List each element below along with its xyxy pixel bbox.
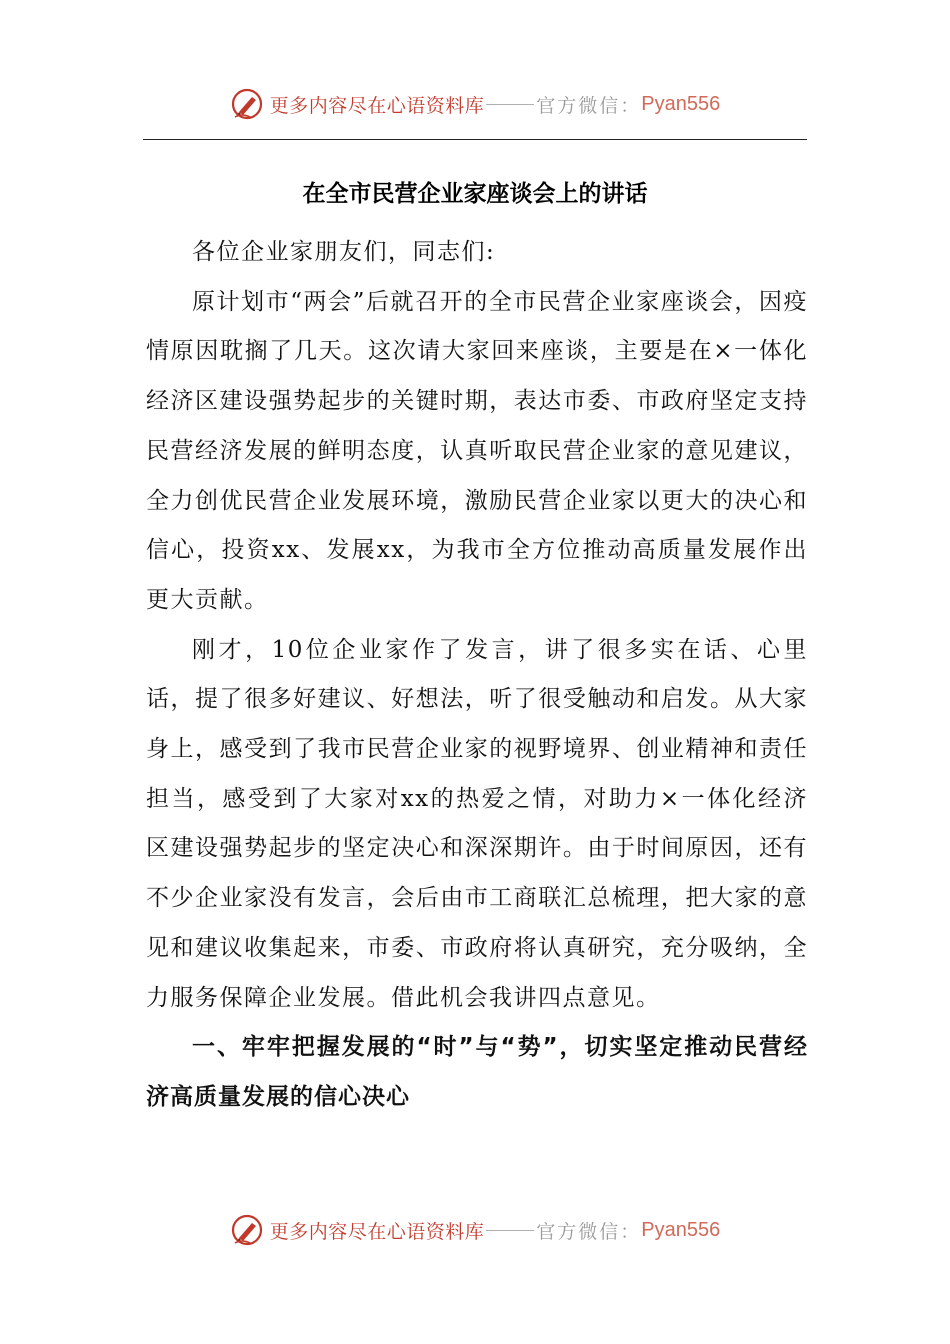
pen-logo-icon [230, 1213, 264, 1247]
header-watermark [0, 84, 950, 124]
paragraph-1: 原计划市“两会”后就召开的全市民营企业家座谈会，因疫情原因耽搁了几天。这次请大家回来座谈，主要是在×一体化经济区建设强势起步的关键时期，表达市委、市政府坚定支持民营经济发展的鲜明态度，认真听取民营企业家的意见建议，全力创优民营企业发展环境，激励民营企业家以更大的决心和信心，投资xx、发展xx，为我市全方位推动高质量发展作出更大贡献。 [146, 288, 808, 613]
document-body [146, 228, 808, 1123]
paragraph-2: 刚才，10位企业家作了发言，讲了很多实在话、心里话，提了很多好建议、好想法，听了很受触动和启发。从大家身上，感受到了我市民营企业家的视野境界、创业精神和责任担当，感受到了大家对xx的热爱之情，对助力×一体化经济区建设强势起步的坚定决心和深深期许。由于时间原因，还有不少企业家没有发言，会后由市工商联汇总梳理，把大家的意见和建议收集起来，市委、市政府将认真研究，充分吸纳，全力服务保障企业发展。借此机会我讲四点意见。 [146, 636, 808, 1011]
watermark-dash [486, 104, 534, 105]
watermark-brand: 更多内容尽在心语资料库 [269, 94, 485, 117]
watermark-brand: 更多内容尽在心语资料库 [269, 1220, 485, 1243]
document-title: 在全市民营企业家座谈会上的讲话 [302, 181, 648, 207]
header-rule [143, 139, 807, 140]
watermark-wechat-id: Pyan556 [641, 92, 721, 115]
watermark-wechat-label: 官方微信： [536, 94, 642, 117]
salutation: 各位企业家朋友们，同志们: [192, 239, 496, 265]
watermark-wechat-label: 官方微信： [536, 1220, 642, 1243]
pen-logo-icon [230, 87, 264, 121]
footer-watermark [0, 1210, 950, 1250]
watermark-dash [486, 1230, 534, 1231]
section-heading: 一、牢牢把握发展的“时”与“势”，切实坚定推动民营经济高质量发展的信心决心 [146, 1034, 808, 1110]
watermark-wechat-id: Pyan556 [641, 1218, 721, 1241]
